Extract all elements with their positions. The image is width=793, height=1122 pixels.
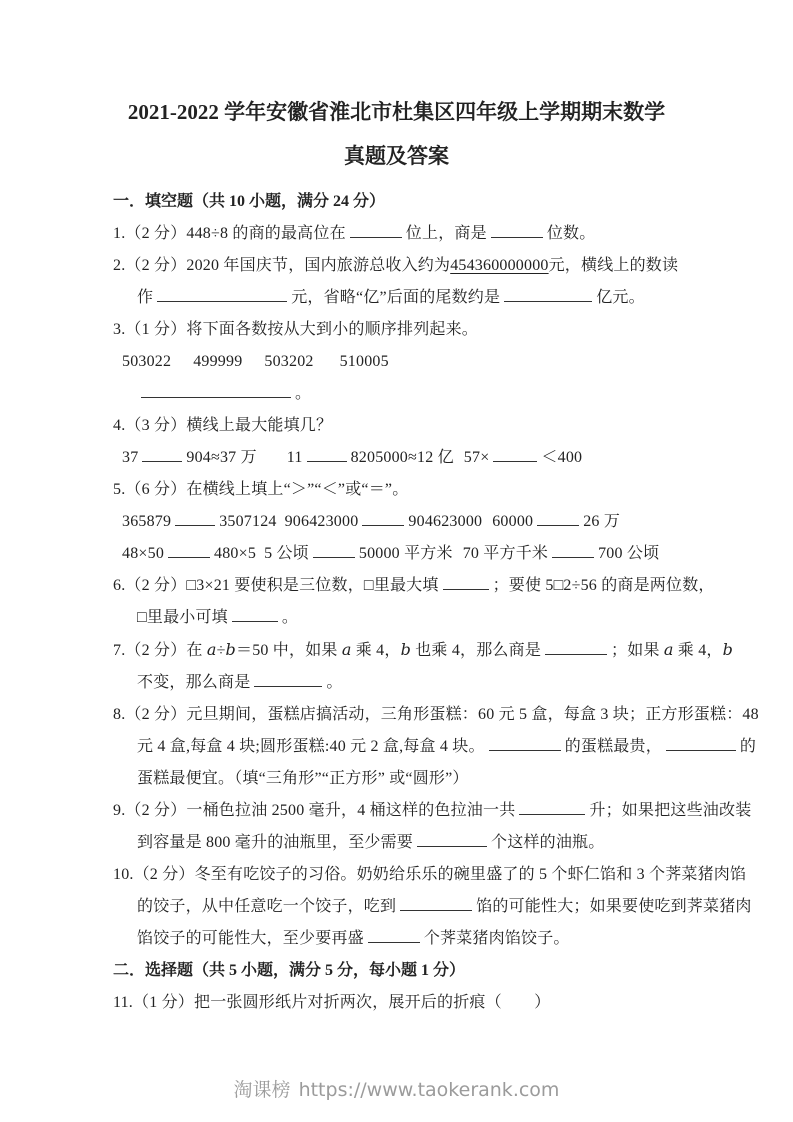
text-line bbox=[113, 314, 713, 346]
text-line bbox=[113, 538, 713, 570]
text-segment: 365879 bbox=[122, 513, 172, 530]
text-line bbox=[113, 442, 713, 474]
answer-blank bbox=[350, 224, 402, 238]
text-segment: 馅的可能性大；如果要使吃到荠菜猪肉 bbox=[476, 898, 752, 915]
answer-blank bbox=[142, 448, 182, 462]
text-segment: 4.（3 分）横线上最大能填几？ bbox=[113, 417, 333, 434]
page-footer bbox=[0, 1075, 793, 1102]
text-segment: 11.（1 分）把一张圆形纸片对折两次，展开后的折痕（ ） bbox=[113, 994, 551, 1011]
text-segment: 503022 bbox=[122, 353, 172, 370]
spacer bbox=[171, 365, 193, 366]
spacer bbox=[482, 525, 492, 526]
text-segment: 到容量是 800 毫升的油瓶里，至少需要 bbox=[137, 834, 414, 851]
text-segment: 5 公顷 bbox=[264, 545, 309, 562]
text-segment: 6.（2 分）□3×21 要使积是三位数，□里最大填 bbox=[113, 577, 439, 594]
text-segment: 个荠菜猪肉馅饺子。 bbox=[423, 930, 570, 947]
underlined-value: 454360000000 bbox=[450, 257, 549, 274]
text-segment: ÷ bbox=[216, 642, 226, 659]
text-segment: 48×50 bbox=[122, 545, 165, 562]
text-segment: 5.（6 分）在横线上填上“＞”“＜”或“＝”。 bbox=[113, 481, 409, 498]
answer-blank bbox=[504, 288, 592, 302]
text-segment: 26 万 bbox=[583, 513, 621, 530]
text-segment: 。 bbox=[281, 609, 299, 626]
text-line bbox=[113, 987, 713, 1019]
text-line bbox=[113, 218, 713, 250]
answer-blank bbox=[141, 384, 291, 398]
text-line bbox=[113, 731, 757, 763]
text-segment: 904623000 bbox=[408, 513, 483, 530]
text-segment: 3.（1 分）将下面各数按从大到小的顺序排列起来。 bbox=[113, 321, 479, 338]
text-segment: ；要使 5□2÷56 的商是两位数， bbox=[492, 577, 715, 594]
text-segment: 元，横线上的数读 bbox=[548, 257, 679, 274]
section-heading: 一．填空题（共 10 小题，满分 24 分） bbox=[113, 193, 386, 210]
text-line bbox=[113, 506, 713, 538]
answer-blank bbox=[175, 512, 215, 526]
text-segment: 11 bbox=[286, 449, 303, 466]
footer-url-link[interactable]: https://www.taokerank.com bbox=[298, 1079, 560, 1101]
answer-blank bbox=[417, 833, 487, 847]
text-segment: 乘 4， bbox=[673, 642, 723, 659]
text-segment: 37 bbox=[122, 449, 139, 466]
answer-blank bbox=[313, 544, 355, 558]
answer-blank bbox=[168, 544, 210, 558]
text-segment: 50000 平方米 bbox=[358, 545, 453, 562]
text-segment: ＜400 bbox=[541, 449, 583, 466]
spacer bbox=[277, 525, 285, 526]
text-line bbox=[113, 634, 734, 667]
spacer bbox=[257, 461, 287, 462]
text-line bbox=[113, 250, 713, 282]
text-segment: 不变，那么商是 bbox=[137, 674, 251, 691]
text-line bbox=[113, 827, 713, 859]
text-segment: 7.（2 分）在 bbox=[113, 642, 207, 659]
answer-blank bbox=[443, 576, 489, 590]
text-segment: 位数。 bbox=[546, 225, 596, 242]
text-segment: 蛋糕最便宜。（填“三角形”“正方形” 或“圆形”） bbox=[137, 770, 469, 787]
answer-blank bbox=[307, 448, 347, 462]
text-segment: 1.（2 分）448÷8 的商的最高位在 bbox=[113, 225, 346, 242]
text-segment: 700 公顷 bbox=[598, 545, 660, 562]
text-segment: 8205000≈12 亿 bbox=[350, 449, 454, 466]
text-segment: 。 bbox=[295, 385, 312, 402]
text-line bbox=[113, 763, 713, 795]
footer-site-name: 淘课榜 bbox=[233, 1079, 291, 1101]
text-segment: 480×5 bbox=[214, 545, 257, 562]
spacer bbox=[314, 365, 340, 366]
text-line bbox=[113, 699, 759, 731]
text-segment: 70 平方千米 bbox=[462, 545, 549, 562]
answer-blank bbox=[552, 544, 594, 558]
answer-blank bbox=[491, 224, 543, 238]
text-line bbox=[113, 474, 713, 506]
text-segment: 也乘 4，那么商是 bbox=[411, 642, 542, 659]
text-line bbox=[113, 667, 713, 699]
text-line bbox=[113, 795, 752, 827]
answer-blank bbox=[232, 608, 278, 622]
text-segment: 10.（2 分）冬至有吃饺子的习俗。奶奶给乐乐的碗里盛了的 5 个虾仁馅和 3 个荠菜猪肉馅 bbox=[113, 866, 747, 883]
text-segment: a bbox=[206, 640, 217, 659]
text-segment: 位上，商是 bbox=[405, 225, 487, 242]
text-segment: 亿元。 bbox=[596, 289, 645, 306]
text-segment: 馅饺子的可能性大，至少要再盛 bbox=[137, 930, 364, 947]
text-segment: b bbox=[722, 640, 734, 659]
answer-blank bbox=[519, 801, 585, 815]
text-line bbox=[113, 346, 713, 378]
text-segment: 510005 bbox=[339, 353, 389, 370]
text-segment: 60000 bbox=[492, 513, 534, 530]
text-segment: 升；如果把这些油改装 bbox=[589, 802, 752, 819]
answer-blank bbox=[157, 288, 287, 302]
text-segment: □里最小可填 bbox=[137, 609, 228, 626]
text-segment: 的 bbox=[739, 738, 757, 755]
spacer bbox=[256, 557, 264, 558]
text-segment: 乘 4， bbox=[351, 642, 401, 659]
title-line-1: 2021-2022 学年安徽省淮北市杜集区四年级上学期期末数学 bbox=[127, 100, 666, 124]
answer-blank bbox=[368, 929, 420, 943]
text-segment: 906423000 bbox=[284, 513, 359, 530]
answer-blank bbox=[537, 512, 579, 526]
text-line bbox=[113, 378, 713, 410]
text-line bbox=[113, 923, 713, 955]
title-line-2: 真题及答案 bbox=[344, 144, 449, 168]
answer-blank bbox=[400, 897, 472, 911]
spacer bbox=[454, 461, 464, 462]
answer-blank bbox=[362, 512, 404, 526]
text-segment: 499999 bbox=[193, 353, 243, 370]
text-segment: 57× bbox=[463, 449, 490, 466]
text-segment: 8.（2 分）元旦期间，蛋糕店搞活动，三角形蛋糕：60 元 5 盒，每盒 3 块；正方形蛋糕：48 bbox=[113, 706, 759, 723]
text-segment: 904≈37 万 bbox=[186, 449, 257, 466]
spacer bbox=[242, 365, 264, 366]
text-segment: 9.（2 分）一桶色拉油 2500 毫升，4 桶这样的色拉油一共 bbox=[113, 802, 516, 819]
answer-blank bbox=[254, 673, 322, 687]
text-segment: 元 4 盒,每盒 4 块;圆形蛋糕:40 元 2 盒,每盒 4 块。 bbox=[137, 738, 485, 755]
text-segment: a bbox=[663, 640, 674, 659]
text-line bbox=[113, 570, 713, 602]
answer-blank bbox=[493, 448, 537, 462]
document-title bbox=[0, 0, 793, 178]
answer-blank bbox=[666, 737, 736, 751]
text-segment: 个这样的油瓶。 bbox=[491, 834, 605, 851]
section-heading: 二．选择题（共 5 小题，满分 5 分，每小题 1 分） bbox=[113, 962, 466, 979]
document-body bbox=[0, 178, 793, 1019]
text-line bbox=[113, 602, 713, 634]
text-segment: 元，省略“亿”后面的尾数约是 bbox=[291, 289, 501, 306]
text-line bbox=[113, 891, 752, 923]
text-segment: b bbox=[400, 640, 412, 659]
spacer bbox=[453, 557, 463, 558]
text-segment: 作 bbox=[137, 289, 154, 306]
text-segment: 3507124 bbox=[219, 513, 277, 530]
text-segment: 的饺子，从中任意吃一个饺子，吃到 bbox=[137, 898, 397, 915]
text-segment: b bbox=[225, 640, 236, 659]
text-line bbox=[113, 859, 747, 891]
text-segment: 503202 bbox=[264, 353, 314, 370]
text-segment: a bbox=[341, 640, 352, 659]
text-segment: ＝50 中，如果 bbox=[236, 642, 342, 659]
answer-blank bbox=[545, 641, 607, 655]
text-segment: 的蛋糕最贵， bbox=[564, 738, 662, 755]
text-segment: 。 bbox=[326, 674, 343, 691]
answer-blank bbox=[489, 737, 561, 751]
text-line bbox=[113, 410, 713, 442]
text-segment: ；如果 bbox=[611, 642, 664, 659]
text-line bbox=[113, 282, 713, 314]
text-segment: 2.（2 分）2020 年国庆节，国内旅游总收入约为 bbox=[113, 257, 451, 274]
